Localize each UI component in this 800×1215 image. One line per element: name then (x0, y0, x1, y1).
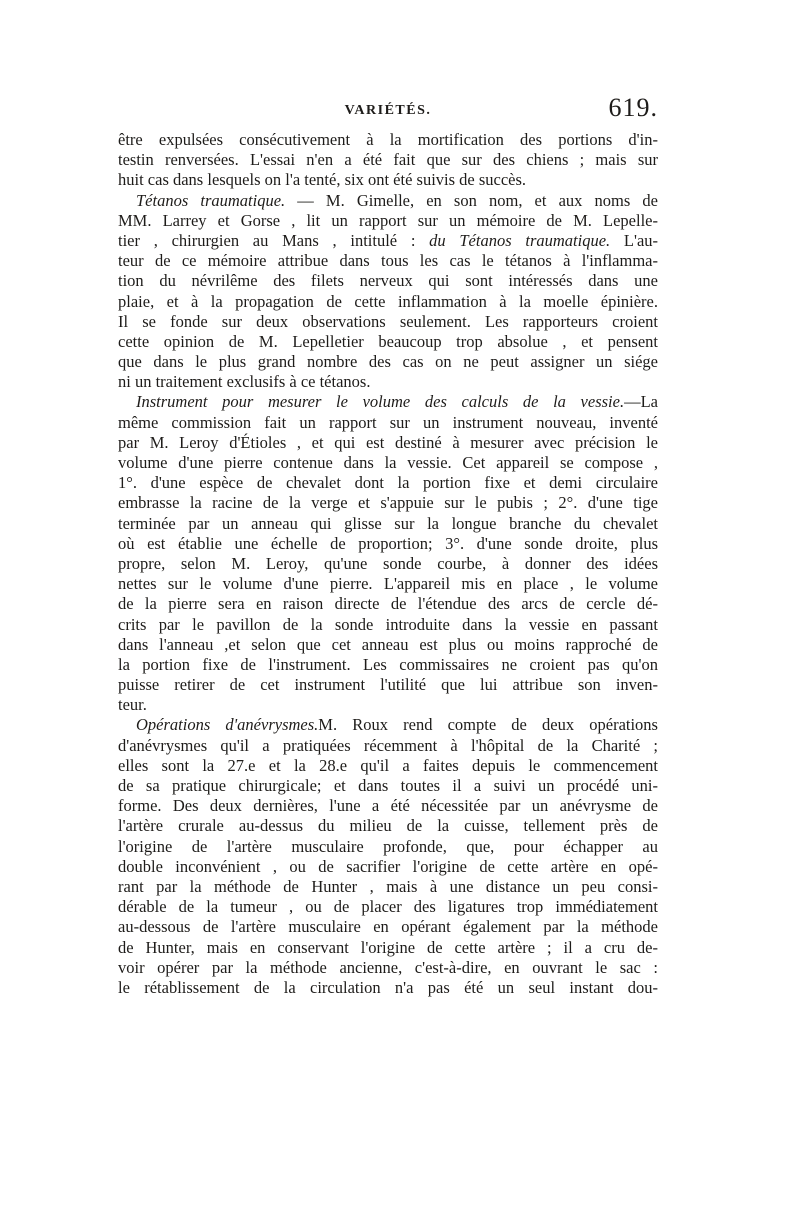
line-text: huit cas dans lesquels on l'a tenté, six ont été suivis de succès. (118, 170, 527, 190)
text-line (118, 413, 658, 433)
line-text: tier , chirurgien au Mans , intitulé : (118, 230, 430, 250)
text-line (118, 857, 658, 877)
text-line (118, 514, 658, 534)
text-line (118, 211, 658, 231)
line-text: 1°. d'une espèce de chevalet dont la portion fixe et demi circulaire (118, 473, 658, 493)
text-line (118, 655, 658, 675)
line-text: —La (624, 392, 658, 412)
italic-heading: Instrument pour mesurer le volume des calculs de la vessie. (136, 392, 625, 412)
text-line (118, 473, 658, 493)
text-line (118, 675, 658, 695)
text-line (118, 170, 658, 190)
text-line (118, 271, 658, 291)
text-line (118, 615, 658, 635)
line-text: cette opinion de M. Lepelletier beaucoup trop absolue , et pensent (118, 331, 658, 351)
text-line (118, 352, 658, 372)
text-line (118, 231, 658, 251)
text-line (118, 433, 658, 453)
line-text: dérable de la tumeur , ou de placer des ligatures trop immédiatement (118, 897, 658, 917)
line-text: teur. (118, 695, 147, 715)
text-line (118, 372, 658, 392)
line-text: embrasse la racine de la verge et s'appuie sur le pubis ; 2°. d'une tige (118, 493, 658, 513)
text-line (118, 554, 658, 574)
line-text: M. Roux rend compte de deux opérations (318, 715, 658, 735)
text-line (118, 695, 658, 715)
line-text: même commission fait un rapport sur un instrument nouveau, inventé (118, 412, 658, 432)
text-line (118, 837, 658, 857)
text-line (118, 715, 658, 735)
line-text: volume d'une pierre contenue dans la vessie. Cet appareil se compose , (118, 453, 658, 472)
line-text: dans l'anneau ,et selon que cet anneau est plus ou moins rapproché de (118, 634, 658, 654)
line-text: d'anévrysmes qu'il a pratiquées récemment à l'hôpital de la Charité ; (118, 735, 658, 755)
line-text: — M. Gimelle, en son nom, et aux noms de (285, 190, 658, 210)
line-text: MM. Larrey et Gorse , lit un rapport sur un mémoire de M. Lepelle- (118, 210, 658, 230)
text-line (118, 756, 658, 776)
italic-heading: Opérations d'anévrysmes. (136, 715, 319, 735)
line-text: double inconvénient , ou de sacrifier l'origine de cette artère en opé- (118, 856, 658, 876)
line-text: L'au- (610, 230, 659, 250)
text-line (118, 493, 658, 513)
text-line (118, 897, 658, 917)
line-text: crits par le pavillon de la sonde introduite dans la vessie en passant (118, 614, 658, 634)
text-line (118, 332, 658, 352)
line-text: au-dessous de l'artère musculaire en opérant également par la méthode (118, 917, 658, 937)
text-line (118, 191, 658, 211)
text-line (118, 816, 658, 836)
text-line (118, 776, 658, 796)
text-line (118, 796, 658, 816)
line-text: l'artère crurale au-dessus du milieu de la cuisse, tellement près de (118, 816, 658, 836)
text-line (118, 292, 658, 312)
text-line (118, 978, 658, 998)
line-text: de sa pratique chirurgicale; et dans toutes il a suivi un procédé uni- (118, 776, 658, 795)
text-line (118, 150, 658, 170)
line-text: Il se fonde sur deux observations seulement. Les rapporteurs croient (118, 311, 658, 331)
text-line (118, 312, 658, 332)
line-text: la portion fixe de l'instrument. Les commissaires ne croient pas qu'on (118, 654, 658, 674)
line-text: propre, selon M. Leroy, qu'une sonde courbe, à donner des idées (118, 553, 658, 573)
line-text: elles sont la 27.e et la 28.e qu'il a faites depuis le commencement (118, 755, 658, 775)
text-line (118, 453, 658, 473)
text-line (118, 130, 658, 150)
line-text: de la pierre sera en raison directe de l'étendue des arcs de cercle dé- (118, 594, 658, 614)
line-text: de Hunter, mais en conservant l'origine de cette artère ; il a cru de- (118, 937, 658, 957)
text-line (118, 938, 658, 958)
line-text: que dans le plus grand nombre des cas on ne peut assigner un siége (118, 352, 658, 372)
line-text: le rétablissement de la circulation n'a pas été un seul instant dou- (118, 977, 658, 997)
text-line (118, 574, 658, 594)
line-text: testin renversées. L'essai n'en a été fait que sur des chiens ; mais sur (118, 150, 658, 170)
text-line (118, 594, 658, 614)
line-text: être expulsées consécutivement à la mortification des portions d'in- (118, 130, 658, 149)
line-text: plaie, et à la propagation de cette inflammation à la moelle épinière. (118, 291, 658, 311)
italic-heading: du Tétanos traumatique. (429, 230, 611, 250)
running-title: VARIÉTÉS. (344, 103, 432, 118)
line-text: puisse retirer de cet instrument l'utilité que lui attribue son inven- (118, 675, 658, 695)
text-line (118, 251, 658, 271)
italic-heading: Tétanos traumatique. (136, 190, 286, 210)
line-text: où est établie une échelle de proportion; 3°. d'une sonde droite, plus (118, 533, 658, 553)
text-line (118, 877, 658, 897)
line-text: nettes sur le volume d'une pierre. L'appareil mis en place , le volume (118, 574, 658, 594)
line-text: teur de ce mémoire attribue dans tous les cas le tétanos à l'inflamma- (118, 251, 658, 271)
running-head (118, 93, 658, 133)
text-line (118, 958, 658, 978)
text-line (118, 392, 658, 412)
body-text (118, 130, 658, 998)
line-text: terminée par un anneau qui glisse sur la longue branche du chevalet (118, 513, 658, 533)
line-text: l'origine de l'artère musculaire profonde, que, pour échapper au (118, 836, 658, 856)
page-number: 619. (608, 93, 658, 122)
text-line (118, 534, 658, 554)
text-line (118, 917, 658, 937)
line-text: rant par la méthode de Hunter , mais à une distance un peu consi- (118, 876, 658, 896)
line-text: tion du névrilême des filets nerveux qui sont intéressés dans une (118, 271, 658, 291)
text-line (118, 635, 658, 655)
line-text: forme. Des deux dernières, l'une a été nécessitée par un anévrysme de (118, 796, 658, 816)
text-line (118, 736, 658, 756)
line-text: ni un traitement exclusifs à ce tétanos. (118, 372, 371, 392)
line-text: par M. Leroy d'Étioles , et qui est destiné à mesurer avec précision le (118, 432, 658, 452)
line-text: voir opérer par la méthode ancienne, c'est-à-dire, en ouvrant le sac : (118, 957, 658, 977)
